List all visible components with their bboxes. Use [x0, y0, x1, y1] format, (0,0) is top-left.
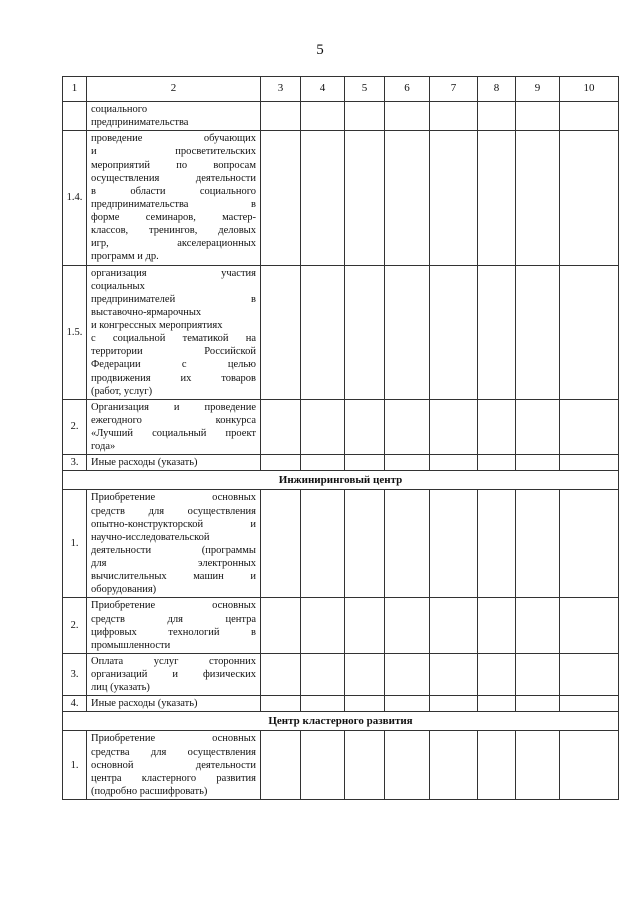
value-cell [385, 598, 430, 654]
description-line: классов, тренингов, деловых [91, 225, 256, 237]
row-number [63, 102, 87, 131]
description-line: и просветительских [91, 146, 256, 158]
description-line: программ и др. [91, 251, 159, 263]
value-cell [478, 490, 516, 598]
description-line: лиц (указать) [91, 682, 150, 694]
value-cell [261, 399, 301, 455]
value-cell [261, 455, 301, 471]
value-cell [516, 598, 560, 654]
description-line: проведение обучающих [91, 133, 256, 145]
column-header: 4 [301, 77, 345, 102]
description-line: цифровых технологий в [91, 626, 256, 638]
value-cell [385, 102, 430, 131]
row-number: 1.5. [63, 265, 87, 399]
row-description [87, 399, 261, 455]
value-cell [560, 731, 619, 800]
description-line: территории Российской [91, 346, 256, 358]
row-number: 2. [63, 598, 87, 654]
value-cell [345, 653, 385, 695]
description-line: осуществления деятельности [91, 172, 256, 184]
value-cell [516, 455, 560, 471]
value-cell [478, 696, 516, 712]
row-description [87, 490, 261, 598]
table-row [63, 490, 619, 598]
description-line: промышленности [91, 639, 171, 651]
row-description [87, 265, 261, 399]
value-cell [430, 399, 478, 455]
row-number: 3. [63, 653, 87, 695]
value-cell [345, 696, 385, 712]
description-line: средств для центра [91, 613, 256, 625]
description-line: (работ, услуг) [91, 385, 153, 397]
value-cell [560, 490, 619, 598]
value-cell [516, 102, 560, 131]
section-title: Инжиниринговый центр [63, 471, 619, 490]
value-cell [560, 399, 619, 455]
value-cell [478, 598, 516, 654]
value-cell [430, 131, 478, 265]
row-description [87, 455, 261, 471]
description-line: Приобретение основных [91, 600, 256, 612]
column-header: 8 [478, 77, 516, 102]
row-number: 4. [63, 696, 87, 712]
value-cell [301, 490, 345, 598]
description-line: выставочно-ярмарочных [91, 306, 202, 318]
value-cell [301, 653, 345, 695]
value-cell [385, 731, 430, 800]
description-line: Иные расходы (указать) [91, 457, 198, 469]
value-cell [261, 598, 301, 654]
value-cell [301, 131, 345, 265]
value-cell [261, 265, 301, 399]
value-cell [261, 696, 301, 712]
table-row [63, 265, 619, 399]
value-cell [430, 696, 478, 712]
value-cell [478, 653, 516, 695]
value-cell [430, 490, 478, 598]
row-description [87, 131, 261, 265]
description-line: форме семинаров, мастер- [91, 212, 256, 223]
description-line: ежегодного конкурса [91, 414, 256, 426]
description-line: «Лучший социальный проект [91, 428, 256, 439]
row-description [87, 598, 261, 654]
row-number: 2. [63, 399, 87, 455]
value-cell [301, 731, 345, 800]
description-line: опытно-конструкторской и [91, 518, 256, 530]
value-cell [478, 731, 516, 800]
column-header: 1 [63, 77, 87, 102]
value-cell [516, 653, 560, 695]
value-cell [345, 399, 385, 455]
value-cell [345, 598, 385, 654]
value-cell [560, 598, 619, 654]
row-description [87, 731, 261, 800]
description-line: для электронных [91, 558, 256, 569]
table-row [63, 696, 619, 712]
value-cell [385, 131, 430, 265]
description-line: мероприятий по вопросам [91, 159, 256, 171]
value-cell [560, 653, 619, 695]
row-number: 1. [63, 490, 87, 598]
value-cell [301, 399, 345, 455]
description-line: Приобретение основных [91, 492, 256, 504]
value-cell [516, 731, 560, 800]
value-cell [560, 696, 619, 712]
value-cell [301, 102, 345, 131]
description-line: предпринимательства [91, 117, 189, 129]
value-cell [516, 399, 560, 455]
value-cell [478, 265, 516, 399]
description-line: предпринимательства в [91, 198, 256, 210]
section-header-row [63, 712, 619, 731]
description-line: года» [91, 441, 116, 453]
value-cell [430, 265, 478, 399]
description-line: научно-исследовательской [91, 531, 210, 543]
value-cell [301, 455, 345, 471]
value-cell [345, 265, 385, 399]
value-cell [430, 653, 478, 695]
description-line: социальных [91, 280, 145, 292]
value-cell [345, 102, 385, 131]
description-line: с социальной тематикой на [91, 333, 256, 345]
value-cell [385, 490, 430, 598]
value-cell [478, 131, 516, 265]
value-cell [261, 731, 301, 800]
table-row [63, 399, 619, 455]
value-cell [430, 731, 478, 800]
description-line: игр, акселерационных [91, 238, 256, 250]
column-header: 2 [87, 77, 261, 102]
value-cell [560, 131, 619, 265]
table-body [63, 77, 619, 800]
table-row [63, 455, 619, 471]
value-cell [478, 102, 516, 131]
table-row [63, 131, 619, 265]
value-cell [261, 131, 301, 265]
value-cell [345, 455, 385, 471]
column-header: 10 [560, 77, 619, 102]
column-header: 6 [385, 77, 430, 102]
column-header: 3 [261, 77, 301, 102]
value-cell [261, 653, 301, 695]
row-description [87, 653, 261, 695]
table-row [63, 731, 619, 800]
value-cell [516, 131, 560, 265]
value-cell [516, 265, 560, 399]
page-number: 5 [316, 42, 324, 58]
description-line: предпринимателей в [91, 293, 256, 305]
description-line: средства для осуществления [91, 746, 256, 758]
description-line: (подробно расшифровать) [91, 785, 208, 797]
value-cell [430, 598, 478, 654]
value-cell [301, 265, 345, 399]
value-cell [385, 265, 430, 399]
value-cell [516, 490, 560, 598]
value-cell [478, 455, 516, 471]
value-cell [385, 455, 430, 471]
section-title: Центр кластерного развития [63, 712, 619, 731]
row-number: 3. [63, 455, 87, 471]
value-cell [345, 731, 385, 800]
value-cell [345, 131, 385, 265]
description-line: вычислительных машин и [91, 571, 256, 583]
description-line: Оплата услуг сторонних [91, 655, 256, 667]
value-cell [560, 265, 619, 399]
row-number: 1. [63, 731, 87, 800]
column-header: 7 [430, 77, 478, 102]
description-line: Иные расходы (указать) [91, 698, 198, 710]
table-row [63, 598, 619, 654]
section-header-row [63, 471, 619, 490]
value-cell [560, 455, 619, 471]
column-header: 9 [516, 77, 560, 102]
description-line: деятельности (программы [91, 544, 256, 556]
table-header-row [63, 77, 619, 102]
value-cell [560, 102, 619, 131]
description-line: организация участия [91, 267, 256, 279]
value-cell [301, 696, 345, 712]
value-cell [301, 598, 345, 654]
value-cell [430, 455, 478, 471]
value-cell [385, 653, 430, 695]
description-line: социального [91, 104, 148, 115]
description-line: Приобретение основных [91, 733, 256, 745]
description-line: оборудования) [91, 584, 157, 596]
table-row [63, 653, 619, 695]
description-line: центра кластерного развития [91, 772, 256, 784]
value-cell [516, 696, 560, 712]
description-line: в области социального [91, 185, 256, 197]
description-line: средств для осуществления [91, 505, 256, 517]
description-line: и конгрессных мероприятиях [91, 320, 223, 331]
value-cell [261, 102, 301, 131]
description-line: Организация и проведение [91, 401, 256, 413]
value-cell [385, 399, 430, 455]
row-number: 1.4. [63, 131, 87, 265]
value-cell [430, 102, 478, 131]
budget-table [62, 76, 619, 800]
table-row [63, 102, 619, 131]
value-cell [261, 490, 301, 598]
value-cell [478, 399, 516, 455]
description-line: организаций и физических [91, 669, 256, 680]
value-cell [345, 490, 385, 598]
row-description [87, 696, 261, 712]
row-description [87, 102, 261, 131]
value-cell [385, 696, 430, 712]
description-line: основной деятельности [91, 759, 256, 771]
column-header: 5 [345, 77, 385, 102]
description-line: Федерации с целью [91, 359, 256, 371]
description-line: продвижения их товаров [91, 372, 256, 384]
